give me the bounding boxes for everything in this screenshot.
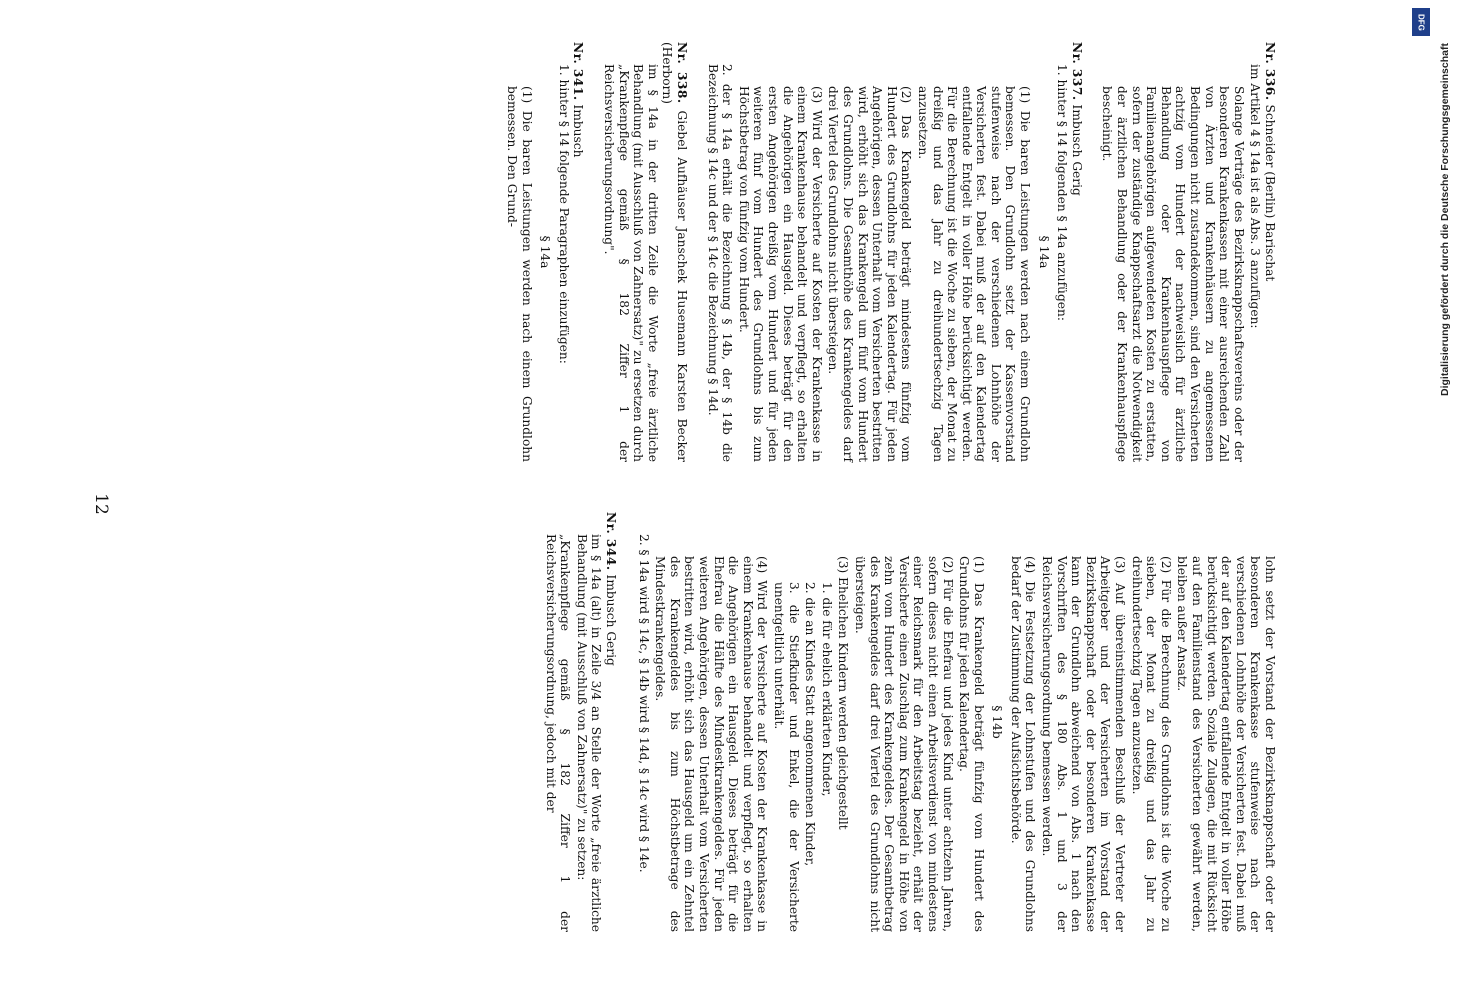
paragraph-b2: (2) Für die Ehefrau und jedes Kind unter achtzehn Jahren, sofern dieses nicht einen Arbeitsverdienst von mindestens einer Reichsmark für den Arbeitstag bezieht, erhält der Versicherte einen Zuschlag zum Krankengeld in Höhe von zehn vom Hundert des Krankengeldes. Der Gesamtbetrag des Krankengeldes darf drei Viertel des Grundlohns nicht übersteigen. (852, 556, 955, 932)
entry-number: Nr. 341. (571, 42, 586, 101)
entry-number: Nr. 336. (1263, 42, 1277, 101)
continued-text: lohn setzt der Vorstand der Bezirksknappschaft oder der besonderen Krankenkasse stufenweise nach der verschiedenen Lohnhöhe der Versicherten fest. Dabei muß der auf den Kalendertag entfallende Entgelt in voller Höhe berücksichtigt werden. Soziale Zulagen, die mit Rücksicht auf den Familienstand des Versicherten gewährt werden, bleiben außer Ansatz. (1175, 556, 1277, 932)
list-item: 1. die für ehelich erklärten Kinder, (819, 582, 834, 797)
rotated-content (0, 42, 1277, 942)
digitization-credit (1406, 6, 1451, 396)
entry-heading (603, 512, 618, 932)
paragraph-heading: § 14a (1036, 235, 1051, 269)
entry-heading (1069, 42, 1084, 462)
page-number: 12 (91, 493, 111, 515)
entry-337 (705, 42, 1084, 462)
entry-body: Solange Verträge des Bezirksknappschaftsvereins oder der besonderen Krankenkassen mit einer ausreichenden Zahl von Ärzten und Krankenhäusern zu angemessenen Bedingungen nicht zustandekommen, sind den Versicherten achtzig vom Hundert der nachweislich für ärztliche Behandlung oder Krankenhauspflege von Familienangehörigen aufgewendeten Kosten zu erstatten, sofern der zuständige Knappschaftsarzt die Notwendigkeit der ärztlichen Behandlung oder der Krankenhauspflege bescheinigt. (1100, 86, 1246, 462)
paragraph-4: (4) Die Festsetzung der Lohnstufen und des Grundlohns bedarf der Zustimmung der Aufsichtsbehörde. (1008, 556, 1038, 932)
right-column (527, 512, 1277, 932)
paragraph-heading: § 14a (538, 235, 553, 269)
entry-338 (601, 42, 689, 462)
list-item: 3. die Stiefkinder und Enkel, die der Versicherte unentgeltlich unterhält. (772, 582, 801, 932)
entry-names: Imbusch Gerig (604, 574, 619, 666)
paragraph-3: (3) Auf übereinstimmenden Beschluß der Vertreter der Arbeitgeber und der Versicherten im Vorstand der Bezirksknappschaft oder der besonderen Krankenkasse kann der Grundlohn abweichend von Abs. 1 nach den Vorschriften des § 180 Abs. 1 und 3 der Reichsversicherungsordnung bemessen werden. (1040, 556, 1128, 932)
left-column (489, 42, 1278, 462)
entry-number: Nr. 337. (1069, 42, 1084, 101)
paragraph-b3: (3) Ehelichen Kindern werden gleichgestellt (836, 556, 851, 830)
paragraph-b4: (4) Wird der Versicherte auf Kosten der Krankenkasse in einem Krankenhause behandelt und verpflegt, so erhalten die Angehörigen ein Hausgeld. Dieses beträgt für die Ehefrau die Hälfte des Mindestkrankengeldes. Für jeden weiteren Angehörigen, dessen Unterhalt vom Versicherten bestritten wird, erhöht sich das Hausgeld um ein Zehntel des Krankengeldes bis zum Höchstbetrage des Mindestkrankengeldes. (653, 556, 770, 932)
entry-body: im § 14a (alt) in Zeile 3/4 an Stelle der Worte „freie ärztliche Behandlung (mit Ausschluß von Zahnersatz)" zu setzen: (574, 534, 604, 932)
paragraph-2: (2) Für die Berechnung des Grundlohns ist die Woche zu sieben, der Monat zu dreißig und das Jahr zu dreihundertsechzig Tagen anzusetzen. (1129, 556, 1173, 932)
entry-heading (660, 42, 689, 462)
list-item-2: 2. der § 14a erhält die Bezeichnung § 14b, der § 14b die Bezeichnung § 14c und der § 14c die Bezeichnung § 14d. (705, 64, 735, 462)
entry-number: Nr. 344. (604, 512, 619, 571)
dfg-logo: DFG (1412, 8, 1430, 36)
entry-heading (571, 42, 586, 462)
paragraph-1: (1) Die baren Leistungen werden nach einem Grundlohn bemessen. Den Grundlohn setzt der Kassenvorstand stufenweise nach der verschiedenen Lohnhöhe der Versicherten fest. Dabei muß der auf den Kalendertag entfallende Entgelt in voller Höhe berücksichtigt werden. Für die Berechnung ist die Woche zu sieben, der Monat zu dreißig und das Jahr zu dreihundertsechzig Tagen anzusetzen. (915, 86, 1033, 462)
entry-names: Imbusch Gerig (1069, 104, 1084, 196)
entry-names: Giebel Aufhäuser Janschek Husemann Karsten Becker (Herborn) (660, 42, 690, 463)
entry-336 (1100, 42, 1277, 462)
entry-names: Imbusch (571, 104, 586, 158)
entry-number: Nr. 338. (675, 42, 690, 104)
entry-names: Schneider (Berlin) Barischat (1263, 104, 1277, 282)
entry-344 (543, 512, 618, 932)
paragraph-1: (1) Die baren Leistungen werden nach einem Grundlohn bemessen. Den Grund- (505, 86, 534, 462)
paragraph-3: (3) Wird der Versicherte auf Kosten der Krankenkasse in einem Krankenhause behandelt und verpflegt, so erhalten die Angehörigen ein Hausgeld. Dieses beträgt für den ersten Angehörigen dreißig vom Hundert und für jeden weiteren fünf vom Hundert des Grundlohns bis zum Höchstbetrag von fünfzig vom Hundert. (736, 86, 824, 462)
credit-text: Digitalisierung gefördert durch die Deutsche Forschungsgemeinschaft (1439, 43, 1451, 396)
entry-intro: im Artikel 4 § 14a ist als Abs. 3 anzufügen: (1248, 64, 1263, 329)
entry-quote: „Krankenpflege gemäß § 182 Ziffer 1 der Reichsversicherungsordnung, jedoch mit der (543, 534, 573, 932)
list-item: 2. die an Kindes Statt angenommenen Kinder, (803, 582, 818, 867)
entry-341 (505, 42, 586, 462)
paragraph-2: (2) Das Krankengeld beträgt mindestens fünfzig vom Hundert des Grundlohns für jeden Kalendertag. Für jeden Angehörigen, dessen Unterhalt vom Versicherten bestritten wird, erhöht sich das Krankengeld um fünf vom Hundert des Grundlohns. Die Gesamthöhe des Krankengeldes darf drei Viertel des Grundlohns nicht übersteigen. (826, 86, 914, 462)
list-item-1: 1. hinter § 14 folgenden § 14a anzufügen: (1055, 64, 1070, 321)
entry-body: im § 14a in der dritten Zeile die Worte „freie ärztliche Behandlung (mit Ausschluß von Zahnersatz)" zu ersetzen durch „Krankenpflege gemäß § 182 Ziffer 1 der Reichsversicherungsordnung". (602, 64, 660, 462)
entry-heading (1262, 42, 1277, 462)
list-item-1: 1. hinter § 14 folgende Paragraphen einzufügen: (556, 64, 571, 364)
list-item-2: 2. § 14a wird § 14c, § 14b wird § 14d, § 14c wird § 14e. (636, 534, 651, 873)
paragraph-b1: (1) Das Krankengeld beträgt fünfzig vom Hundert des Grundlohns für jeden Kalendertag. (957, 556, 986, 932)
paragraph-heading: § 14b (990, 705, 1005, 739)
